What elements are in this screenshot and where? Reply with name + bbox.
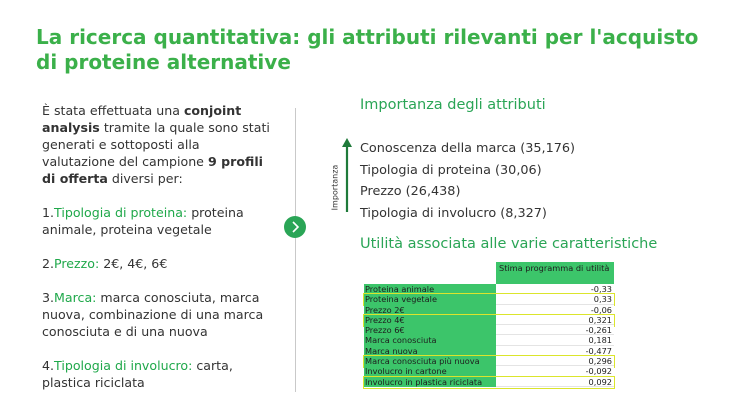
description-panel [42,102,274,408]
item-name: Marca: [54,290,97,305]
table-header [364,262,614,284]
arrow-up-icon [342,138,352,216]
importance-item: Prezzo (26,438) [360,184,461,199]
row-value: -0,261 [496,325,614,335]
attribute-item [42,255,274,272]
item-desc: proteina animale, proteina vegetale [42,205,244,237]
row-label: Involucro in cartone [364,366,496,376]
row-label: Marca conosciuta più nuova [364,356,496,366]
item-number: 4. [42,358,55,373]
table-row [364,377,614,387]
attribute-item [42,204,274,238]
row-value: -0,06 [496,305,614,315]
row-value: -0,477 [496,346,614,356]
intro-bold-1: conjoint analysis [42,103,242,135]
row-label: Marca conosciuta [364,335,496,345]
importance-item: Tipologia di proteina (30,06) [360,162,542,178]
row-label: Proteina animale [364,284,496,294]
item-desc: marca conosciuta, marca nuova, combinazione di una marca conosciuta e di una nuova [42,290,264,339]
table-row [364,305,614,315]
table-row [364,366,614,376]
importance-item: Conoscenza della marca (35,176) [360,141,576,156]
utility-table [364,262,614,387]
row-value: 0,296 [496,356,614,366]
intro-text-2: tramite la quale sono stati generati e sottoposti alla valutazione del campione [42,120,270,169]
row-value: 0,321 [496,315,614,325]
vertical-divider [295,108,296,392]
row-value: 0,092 [496,377,614,387]
chevron-right-circle-icon[interactable] [284,216,306,238]
item-desc: 2€, 4€, 6€ [99,256,168,271]
table-row [364,346,614,356]
importance-heading: Importanza degli attributi [360,97,546,113]
row-value: -0,092 [496,366,614,376]
page-title: La ricerca quantitativa: gli attributi rilevanti per l'acquisto di proteine alternative [36,25,699,74]
table-row [364,325,614,335]
attribute-item [42,289,274,340]
item-number: 1. [42,205,55,220]
row-value: 0,181 [496,335,614,345]
row-label: Proteina vegetale [364,294,496,304]
row-label: Marca nuova [364,346,496,356]
row-label: Prezzo 2€ [364,305,496,315]
row-label: Involucro in plastica riciclata [364,377,496,387]
item-desc: carta, plastica riciclata [42,358,233,390]
intro-bold-2: 9 profili di offerta [42,154,263,186]
table-row [364,356,614,366]
item-name: Prezzo: [54,256,100,271]
column-header: Stima programma di utilità [496,262,614,284]
item-name: Tipologia di involucro: [54,358,193,373]
row-label: Prezzo 6€ [364,325,496,335]
attribute-item [42,357,274,391]
importance-list [360,138,575,224]
table-row [364,284,614,294]
intro-text-1: È stata effettuata una [42,103,184,118]
importance-axis-label: Importanza [330,164,340,211]
table-row [364,335,614,345]
row-value: -0,33 [496,284,614,294]
item-number: 3. [42,290,55,305]
table-row [364,315,614,325]
table-row [364,294,614,304]
row-value: 0,33 [496,294,614,304]
intro-paragraph [42,102,274,187]
item-number: 2. [42,256,55,271]
row-label: Prezzo 4€ [364,315,496,325]
utility-heading: Utilità associata alle varie caratteristiche [360,236,658,252]
importance-item: Tipologia di involucro (8,327) [360,205,547,221]
intro-text-3: diversi per: [107,171,183,186]
item-name: Tipologia di proteina: [54,205,188,220]
